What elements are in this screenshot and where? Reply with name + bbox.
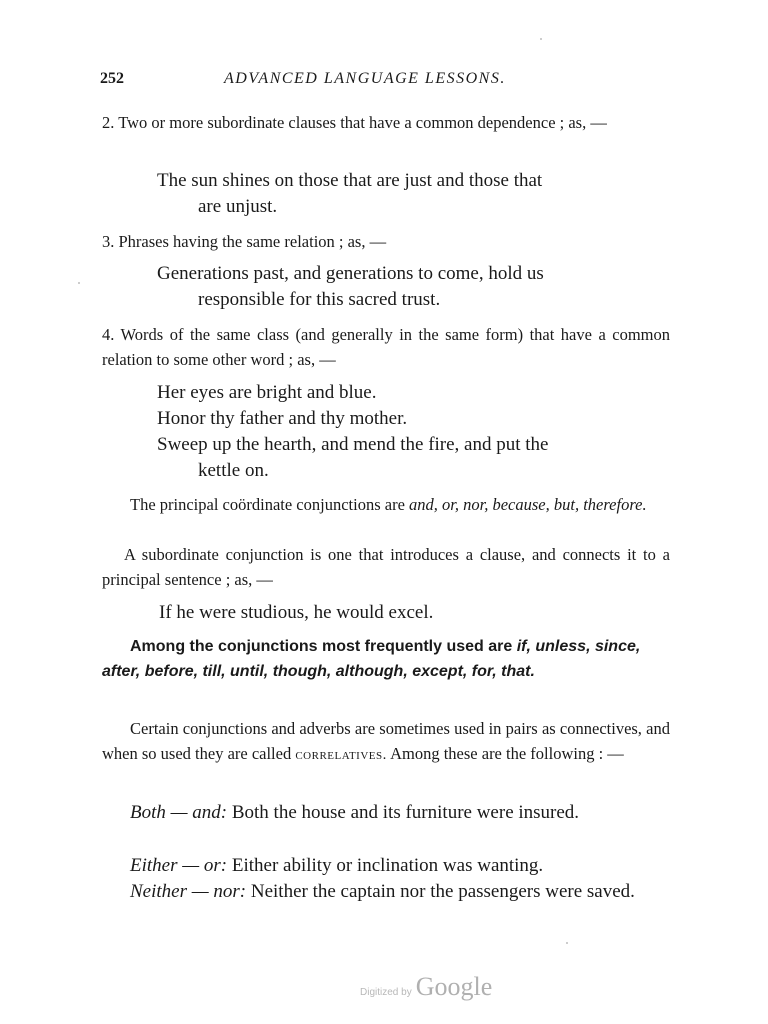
subordinate-definition: A subordinate conjunction is one that introduces a clause, and connects it to a principal sentence ; as, — xyxy=(102,545,670,589)
correlative-example: Either ability or inclination was wanting. xyxy=(227,855,544,876)
digitized-watermark xyxy=(360,972,492,1002)
rule-lead: Among the conjunctions most frequently used are xyxy=(130,638,517,655)
item-2: 2. Two or more subordinate clauses that have a common dependence ; as, — xyxy=(102,113,607,132)
example-line: Generations past, and generations to come, hold us xyxy=(157,263,544,284)
correlatives-text-a: Certain conjunctions and adverbs are sometimes used in pairs as connectives, and when so used they are called xyxy=(102,719,670,763)
example-line-cont: are unjust. xyxy=(198,196,278,217)
correlative-term: Either — or: xyxy=(130,855,228,876)
paper-speck xyxy=(566,942,568,944)
principal-lead: The principal coördinate conjunctions are xyxy=(130,495,410,514)
example-line-cont: responsible for this sacred trust. xyxy=(198,289,441,310)
paper-speck xyxy=(78,282,80,284)
rule-frequent-conjunctions xyxy=(102,634,670,684)
correlatives-intro xyxy=(102,716,670,768)
page-header xyxy=(100,70,670,96)
item-3: 3. Phrases having the same relation ; as, — xyxy=(102,232,387,251)
principal-list: and, or, nor, because, but, therefore. xyxy=(409,495,647,514)
digitized-by-label: Digitized by xyxy=(360,987,412,998)
principal-conjunctions xyxy=(102,492,670,517)
example-line: The sun shines on those that are just and those that xyxy=(157,170,543,191)
example-line-cont: kettle on. xyxy=(198,460,269,481)
correlatives-text-b: Among these are the following : — xyxy=(386,744,624,763)
correlative-example: Both the house and its furniture were insured. xyxy=(227,802,580,823)
example-line: Sweep up the hearth, and mend the fire, and put the xyxy=(157,434,549,455)
example-line: Honor thy father and thy mother. xyxy=(157,408,408,429)
example-generations xyxy=(157,261,672,313)
page-number: 252 xyxy=(100,70,124,87)
correlative-term: Neither — nor: xyxy=(130,881,247,902)
correlative-example: Neither the captain nor the passengers were saved. xyxy=(246,881,635,902)
correlative-either-or xyxy=(102,853,670,879)
example-studious: If he were studious, he would excel. xyxy=(159,602,434,623)
correlative-term: Both — and: xyxy=(130,802,228,823)
google-logo: Google xyxy=(415,972,493,1001)
example-line: Her eyes are bright and blue. xyxy=(157,382,377,403)
correlative-both-and xyxy=(102,800,670,826)
correlative-neither-nor xyxy=(102,879,670,905)
rule-list: if, unless, since, after, before, till, until, though, although, except, for, that. xyxy=(102,638,641,680)
example-words xyxy=(157,380,672,484)
item-4: 4. Words of the same class (and generally in the same form) that have a common relation to some other word ; as, — xyxy=(102,325,670,369)
example-sun xyxy=(157,168,672,220)
correlatives-term: correlatives. xyxy=(295,747,387,763)
paper-speck xyxy=(540,38,542,40)
running-head: ADVANCED LANGUAGE LESSONS. xyxy=(224,70,506,87)
